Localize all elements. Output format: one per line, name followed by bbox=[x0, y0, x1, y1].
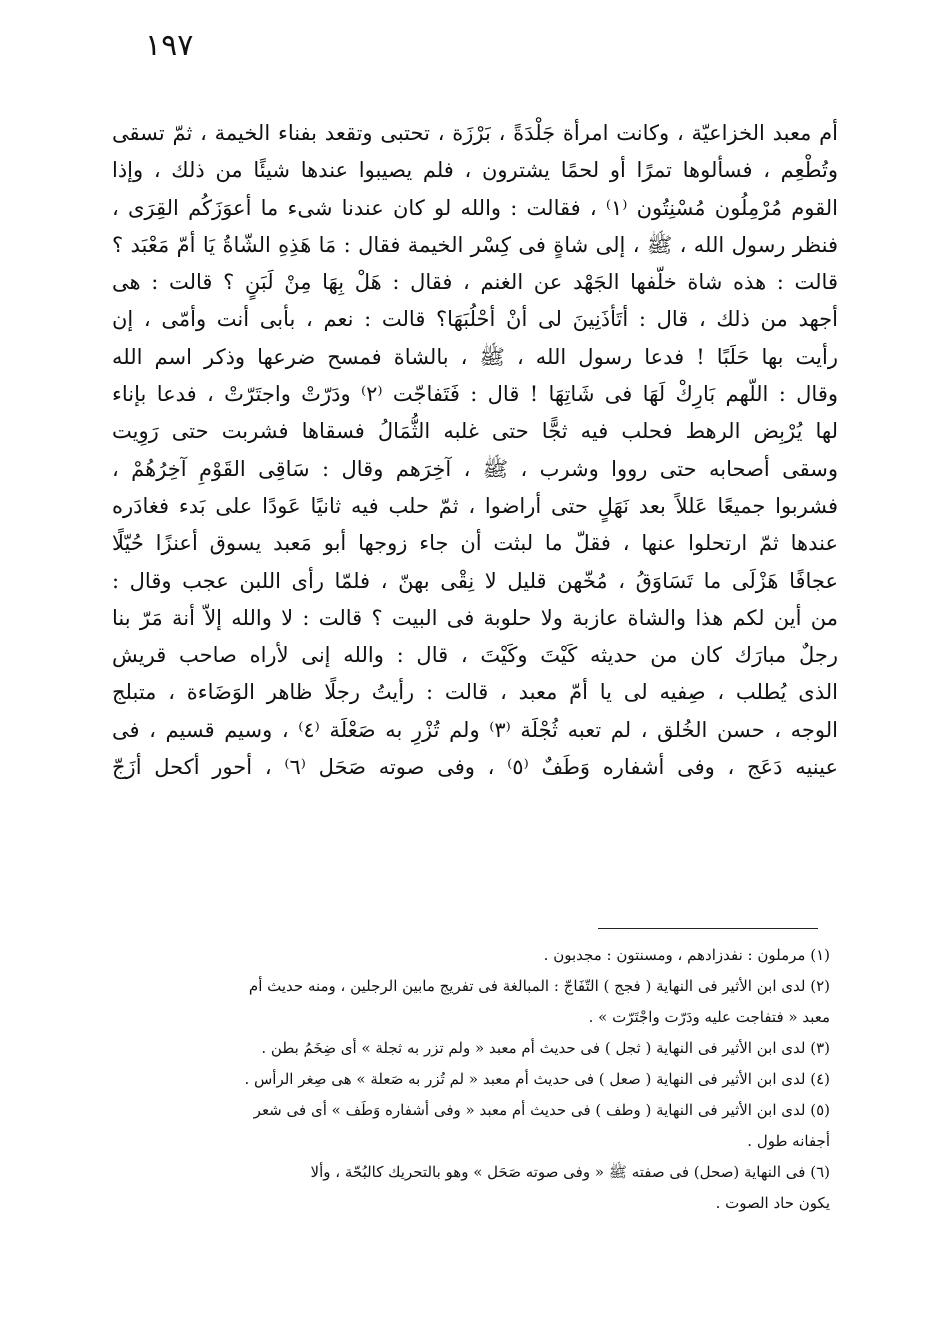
text-line: رجلٌ مبارَك كان من حديثه كَيْتَ وكَيْتَ ، قال : والله إنى لأراه صاحب قريش bbox=[112, 643, 838, 668]
footnote-line: معبد « فتفاجت عليه ودَرّت واجْتَرّت » . bbox=[588, 1008, 830, 1026]
text-line: الوجه ، حسن الخُلق ، لم تعبه ثُجْلَة ⁽٣⁾ ولم تُزْرِ به صَعْلَة ⁽٤⁾ ، وسيم قسيم ، فى bbox=[112, 717, 838, 742]
footnote-4 bbox=[112, 1064, 830, 1095]
text-line: وتُطْعِم ، فسألوها تمرًا أو لحمًا يشترون ، فلم يصيبوا عندها شيئًا من ذلك ، وإذا bbox=[112, 158, 838, 183]
text-line: عندها ثمّ ارتحلوا عنها ، فقلّ ما لبثت أن جاء زوجها أبو مَعبد يسوق أعنزًا حُيّلًا bbox=[112, 531, 838, 556]
footnote-divider bbox=[598, 928, 818, 929]
text-line: فنظر رسول الله ، ﷺ ، إلى شاةٍ فى كِسْر الخيمة فقال : مَا هَذِهِ الشّاةُ يَا أمّ مَعْبَد ؟ bbox=[112, 232, 838, 257]
footnote-line: (٣) لدى ابن الأثير فى النهاية ( ثجل ) فى حديث أم معبد « ولم تزر به ثجلة » أى ضِخَمُ بطن . bbox=[261, 1039, 830, 1057]
footnote-2 bbox=[112, 971, 830, 1033]
text-line: أجهد من ذلك ، قال : أتَأذَنِينَ لى أنْ أحْلُبَهَا؟ قالت : نعم ، بأبى أنت وأمّى ، إن bbox=[112, 307, 838, 332]
text-line: رأيت بها حَلَبًا ! فدعا رسول الله ، ﷺ ، بالشاة فمسح ضرعها وذكر اسم الله bbox=[112, 344, 838, 369]
page-number: ١٩٧ bbox=[145, 28, 194, 63]
footnote-line: أجفانه طول . bbox=[747, 1132, 830, 1150]
footnote-1 bbox=[112, 940, 830, 971]
footnote-3 bbox=[112, 1033, 830, 1064]
footnote-6 bbox=[112, 1157, 830, 1219]
text-line: وسقى أصحابه حتى رووا وشرب ، ﷺ ، آخِرَهم وقال : سَاقِى القَوْمِ آخِرُهُمْ ، bbox=[112, 456, 838, 481]
footnote-line: (٢) لدى ابن الأثير فى النهاية ( فجج ) التّفَاجّ : المبالغة فى تفريج مابين الرجلين ، ومنه حديث أم bbox=[248, 977, 830, 995]
footnote-line: (٤) لدى ابن الأثير فى النهاية ( صعل ) فى حديث أم معبد « لم تُزر به صَعلة » هى صِغر الرأس . bbox=[244, 1070, 830, 1088]
main-text-body bbox=[112, 115, 838, 786]
text-line: لها يُرْبِض الرهط فحلب فيه ثجًّا حتى غلبه الثُّمَالُ فسقاها فشربت حتى رَوِيت bbox=[112, 419, 838, 444]
text-line: فشربوا جميعًا عَللاً بعد نَهَلٍ حتى أراضوا ، ثمّ حلب فيه ثانيًا عَودًا على بَدء فغادَره bbox=[112, 493, 838, 518]
footnote-line: (٦) فى النهاية (صحل) فى صفته ﷺ « وفى صوته صَحَل » وهو بالتحريك كالبُحّة ، وألا bbox=[310, 1163, 830, 1181]
text-line: وقال : اللّهم بَارِكْ لَهَا فى شَاتِهَا ! قال : فَتَفاجّت ⁽٢⁾ ودَرّتْ واجتَرّتْ ، فدعا بإناء bbox=[112, 382, 838, 407]
text-line: الذى يُطلب ، صِفيه لى يا أمّ معبد ، قالت : رأيتُ رجلًا ظاهر الوَضَاءة ، متبلج bbox=[112, 680, 838, 705]
footnote-line: (١) مرملون : نفدزادهم ، ومسنتون : مجدبون . bbox=[543, 946, 830, 964]
footnote-line: (٥) لدى ابن الأثير فى النهاية ( وطف ) فى حديث أم معبد « وفى أشفاره وَطَف » أى فى شعر bbox=[253, 1101, 830, 1119]
text-line: عينيه دَعَج ، وفى أشفاره وَطَفٌ ⁽٥⁾ ، وفى صوته صَحَل ⁽٦⁾ ، أحور أكحل أزَجّ bbox=[112, 755, 838, 780]
footnote-line: يكون حاد الصوت . bbox=[715, 1194, 830, 1212]
footnote-5 bbox=[112, 1095, 830, 1157]
text-line: عجافًا هَزْلَى ما تَسَاوَقُ ، مُخّهن قليل لا نِقْى بهنّ ، فلمّا رأى اللبن عجب وقال : bbox=[112, 568, 838, 593]
text-line: أم معبد الخزاعيّة ، وكانت امرأة جَلْدَةً ، بَرْزَة ، تحتبى وتقعد بفناء الخيمة ، ثمّ تسقى bbox=[112, 121, 838, 145]
text-line: من أين لكم هذا والشاة عازبة ولا حلوبة فى البيت ؟ قالت : لا والله إلاّ أنة مَرّ بنا bbox=[112, 605, 838, 630]
footnotes bbox=[112, 940, 830, 1219]
text-line: القوم مُرْمِلُون مُسْنِتُون ⁽١⁾ ، فقالت : والله لو كان عندنا شىء ما أعوَزَكُم القِرَى ، bbox=[112, 195, 838, 220]
text-line: قالت : هذه شاة خلّفها الجَهْد عن الغنم ، فقال : هَلْ بِهَا مِنْ لَبَنٍ ؟ قالت : هى bbox=[112, 270, 838, 295]
